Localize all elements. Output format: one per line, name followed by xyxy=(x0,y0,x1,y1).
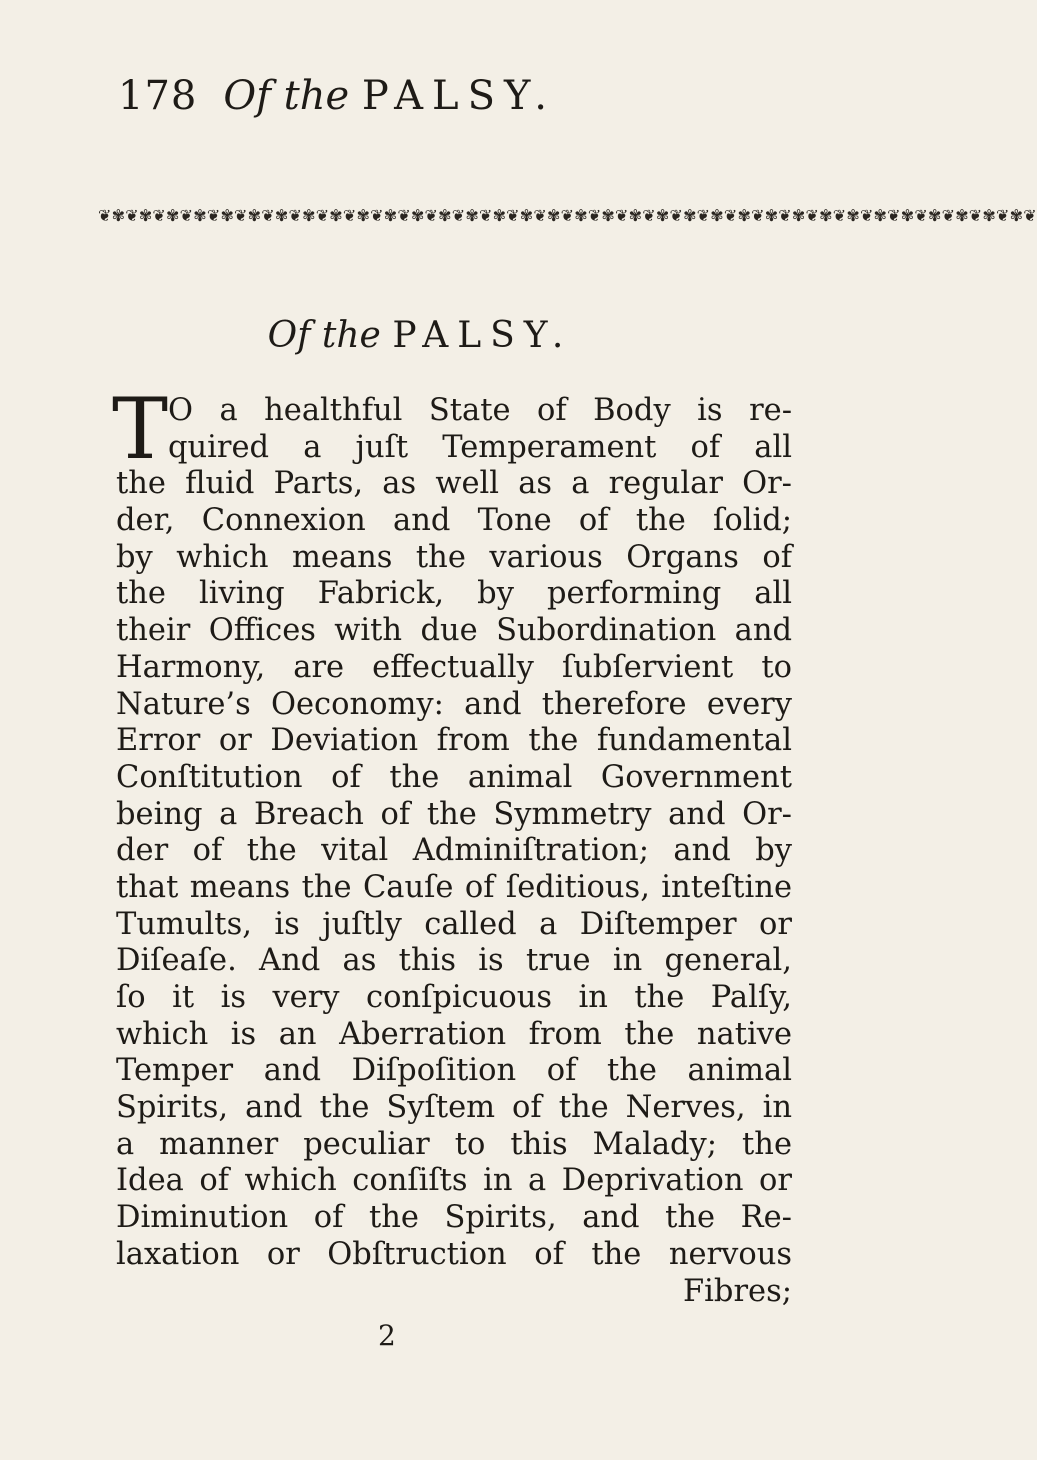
text-line: Spirits, and the Syſtem of the Nerves, in xyxy=(116,1090,792,1126)
text-line: der, Connexion and Tone of the ſolid; xyxy=(116,503,792,539)
text-line: that means the Cauſe of ſeditious, inteſtine xyxy=(116,869,792,905)
text-line: Conſtitution of the animal Government xyxy=(116,759,792,795)
text-line: Diſeaſe. And as this is true in general, xyxy=(116,943,792,979)
text-line: a manner peculiar to this Malady; the xyxy=(116,1126,792,1162)
section-title xyxy=(0,314,800,358)
text-line: Nature’s Oeconomy: and therefore every xyxy=(116,686,792,722)
text-line: being a Breach of the Symmetry and Or- xyxy=(116,796,792,832)
text-line: Error or Deviation from the fundamental xyxy=(116,723,792,759)
text-line: Tumults, is juſtly called a Diſtemper or xyxy=(116,906,792,942)
section-title-italic: Of the xyxy=(267,315,381,356)
text-line: Diminution of the Spirits, and the Re- xyxy=(116,1200,792,1236)
running-head xyxy=(118,72,556,120)
text-line: Idea of which conſiſts in a Deprivation or xyxy=(116,1163,792,1199)
signature-mark: 2 xyxy=(378,1319,396,1352)
text-line: the living Fabrick, by performing all xyxy=(116,576,792,612)
text-line-catchword: Fibres; xyxy=(683,1273,792,1309)
running-head-italic: Of the xyxy=(223,73,350,119)
section-title-caps: PALSY. xyxy=(392,315,573,356)
text-line: the fluid Parts, as well as a regular Or- xyxy=(116,466,792,502)
body-text xyxy=(112,380,792,1310)
text-line: laxation or Obſtruction of the nervous xyxy=(116,1236,792,1272)
text-line: Temper and Diſpoſition of the animal xyxy=(116,1053,792,1089)
text-line: der of the vital Adminiſtration; and by xyxy=(116,833,792,869)
text-line: which is an Aberration from the native xyxy=(116,1016,792,1052)
page-number: 178 xyxy=(118,73,198,119)
text-line: Harmony, are effectually ſubſervient to xyxy=(116,649,792,685)
ornamental-rule: ❦✾❦✾❦✾❦✾❦✾❦✾❦✾❦✾❦✾❦✾❦✾❦✾❦✾❦✾❦✾❦✾❦✾❦✾❦✾❦✾❦✾❦✾❦✾❦✾❦✾❦✾❦✾❦✾❦✾❦✾❦✾❦✾❦✾❦✾❦ xyxy=(98,206,1037,225)
text-line: their Offices with due Subordination and xyxy=(116,613,792,649)
running-head-caps: PALSY. xyxy=(361,73,556,119)
text-line: by which means the various Organs of xyxy=(116,539,792,575)
text-line: O a healthful State of Body is re- xyxy=(168,393,792,428)
text-line: quired a juſt Temperament of all xyxy=(168,429,792,465)
text-line: ſo it is very conſpicuous in the Palſy, xyxy=(116,980,792,1015)
drop-cap: T xyxy=(112,380,169,478)
